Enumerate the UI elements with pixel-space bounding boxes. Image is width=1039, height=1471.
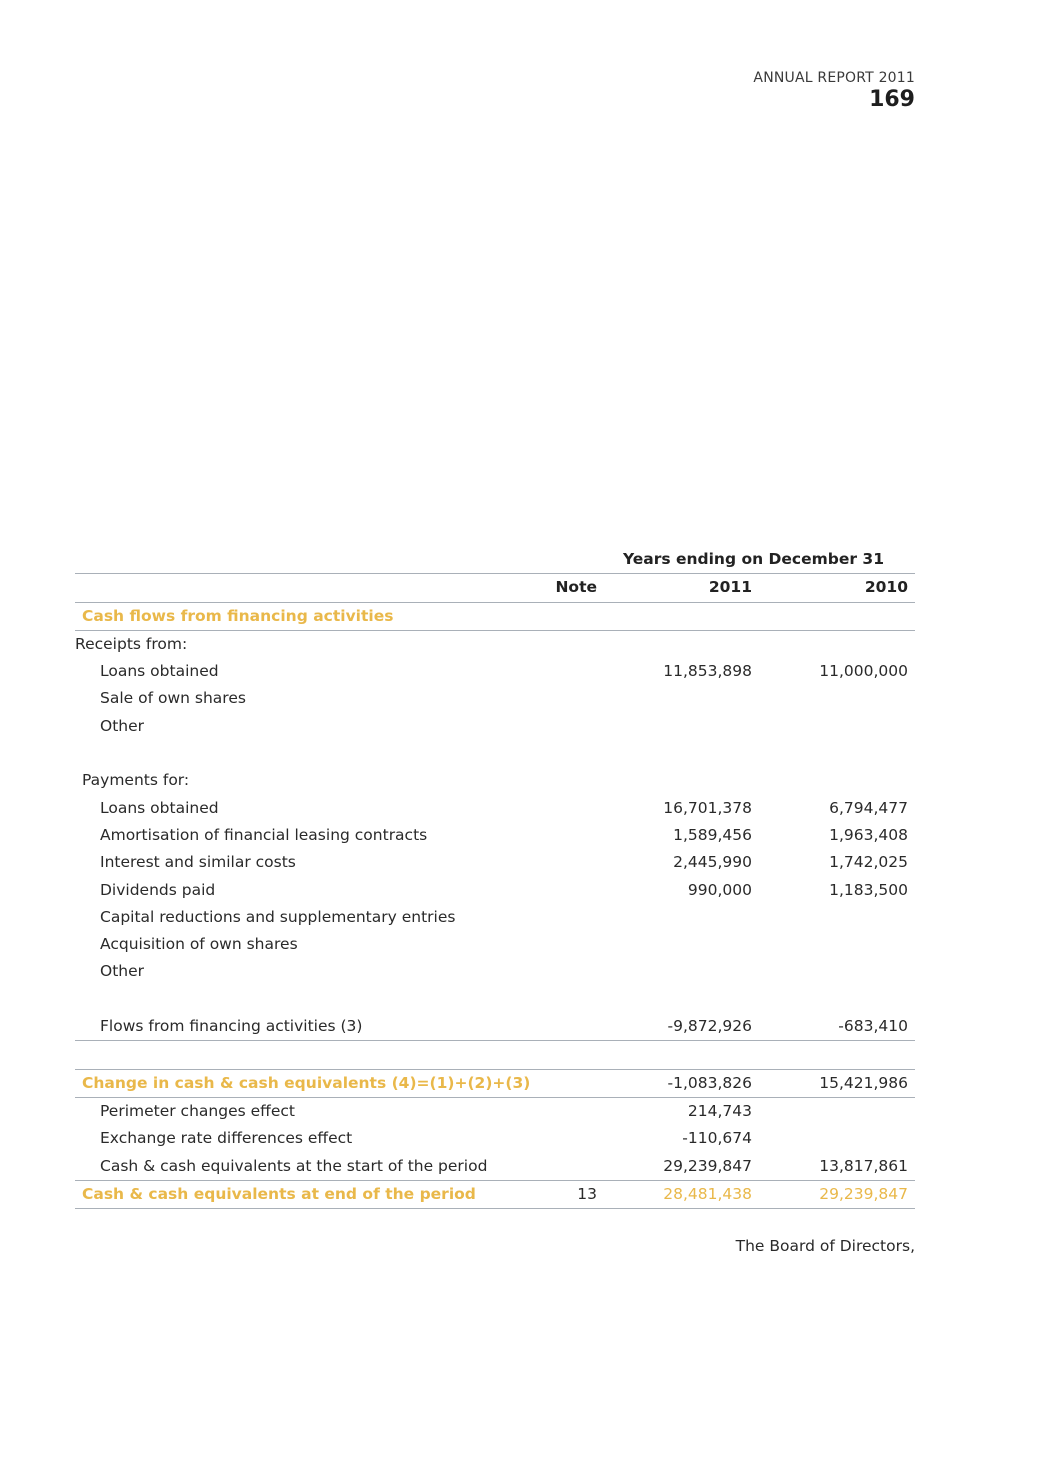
- table-row: [75, 631, 915, 658]
- row-label: Receipts from:: [75, 634, 188, 653]
- row-label: Amortisation of financial leasing contracts: [100, 825, 428, 844]
- period-header-row: [75, 546, 915, 573]
- table-row: [75, 713, 915, 740]
- value-2010: 15,421,986: [819, 1073, 908, 1092]
- page-number: 169: [869, 87, 915, 112]
- value-2011: 29,239,847: [663, 1156, 752, 1175]
- table-row: [75, 685, 915, 712]
- row-label: Acquisition of own shares: [100, 935, 298, 954]
- value-2011: 16,701,378: [663, 798, 752, 817]
- row-label: Loans obtained: [100, 662, 219, 681]
- value-2010: 29,239,847: [819, 1184, 908, 1203]
- value-2011: 990,000: [687, 880, 752, 899]
- column-header-2010: 2010: [864, 578, 908, 597]
- table-row: [75, 931, 915, 958]
- table-row: [75, 1098, 915, 1125]
- table-row: [75, 958, 915, 985]
- total-row: [75, 1181, 915, 1209]
- spacer-row: [75, 740, 915, 767]
- value-2011: 214,743: [687, 1101, 752, 1120]
- page-header: [753, 70, 915, 112]
- row-label: Cash & cash equivalents at end of the period: [82, 1184, 476, 1203]
- row-label: Exchange rate differences effect: [100, 1129, 353, 1148]
- row-label: Change in cash & cash equivalents (4)=(1)+(2)+(3): [82, 1073, 531, 1092]
- row-label: Capital reductions and supplementary entries: [100, 907, 456, 926]
- value-2010: 13,817,861: [819, 1156, 908, 1175]
- table-row: [75, 658, 915, 685]
- spacer-row: [75, 986, 915, 1013]
- note-ref: 13: [577, 1184, 597, 1203]
- row-label: Other: [100, 716, 145, 735]
- row-label: Payments for:: [82, 771, 190, 790]
- table-row: [75, 1125, 915, 1152]
- row-label: Interest and similar costs: [100, 853, 296, 872]
- row-label: Other: [100, 962, 145, 981]
- value-2011: -9,872,926: [667, 1017, 752, 1036]
- report-title: ANNUAL REPORT 2011: [753, 70, 915, 86]
- row-label: Perimeter changes effect: [100, 1101, 295, 1120]
- column-header-row: [75, 573, 915, 602]
- table-row: [75, 1153, 915, 1181]
- table-row: [75, 767, 915, 794]
- table-row: [75, 822, 915, 849]
- spacer-row: [75, 1041, 915, 1069]
- cash-flow-table: [75, 546, 915, 1209]
- signature-line: The Board of Directors,: [735, 1237, 915, 1255]
- value-2011: 2,445,990: [673, 853, 752, 872]
- value-2010: 1,742,025: [829, 853, 908, 872]
- table-row: [75, 849, 915, 876]
- value-2010: -683,410: [838, 1017, 908, 1036]
- value-2010: 6,794,477: [829, 798, 908, 817]
- table-row: [75, 795, 915, 822]
- value-2011: 11,853,898: [663, 662, 752, 681]
- row-label: Cash & cash equivalents at the start of the period: [100, 1156, 488, 1175]
- row-label: Sale of own shares: [100, 689, 246, 708]
- value-2011: 28,481,438: [663, 1184, 752, 1203]
- column-header-note: Note: [555, 578, 597, 597]
- table-row: [75, 904, 915, 931]
- change-in-cash-row: [75, 1070, 915, 1098]
- row-label: Loans obtained: [100, 798, 219, 817]
- subtotal-row: [75, 1013, 915, 1041]
- section-heading-row: [75, 603, 915, 631]
- period-header: Years ending on December 31: [622, 550, 884, 568]
- table-row: [75, 877, 915, 904]
- row-label: Dividends paid: [100, 880, 216, 899]
- value-2011: -110,674: [682, 1129, 752, 1148]
- value-2010: 11,000,000: [819, 662, 908, 681]
- column-header-2011: 2011: [708, 578, 752, 597]
- value-2011: 1,589,456: [673, 825, 752, 844]
- row-label: Flows from financing activities (3): [100, 1017, 363, 1036]
- value-2010: 1,183,500: [829, 880, 908, 899]
- value-2011: -1,083,826: [667, 1073, 752, 1092]
- value-2010: 1,963,408: [829, 825, 908, 844]
- section-heading: Cash flows from financing activities: [82, 606, 394, 625]
